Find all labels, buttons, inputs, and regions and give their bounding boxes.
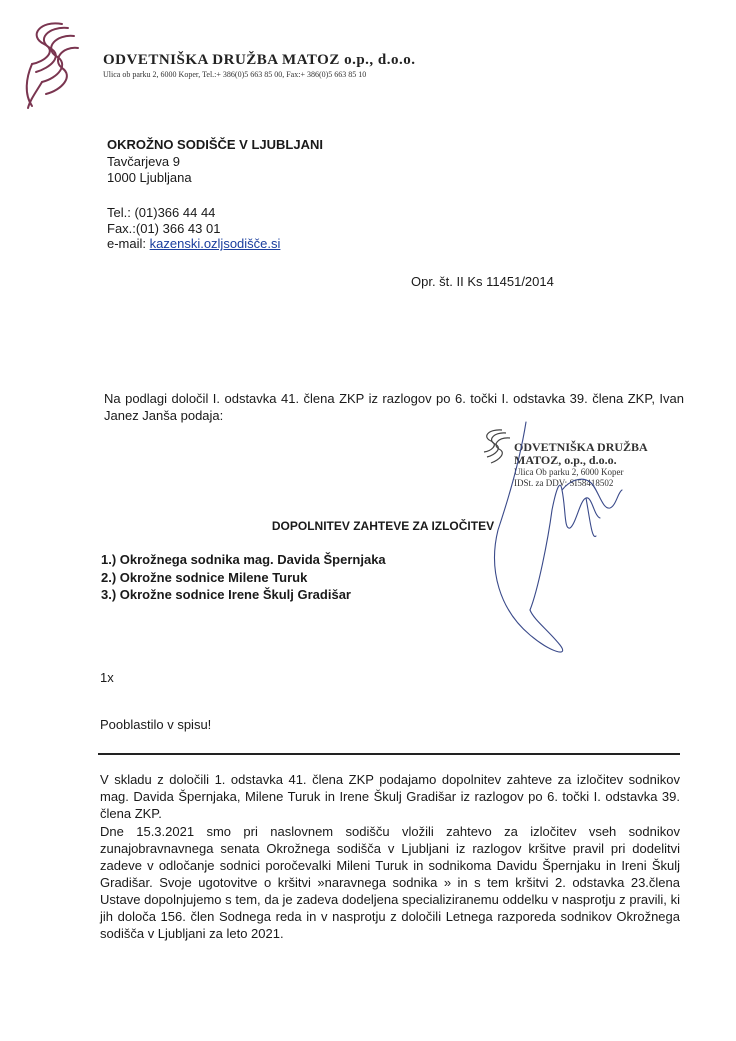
- recipient-name: OKROŽNO SODIŠČE V LJUBLJANI: [107, 137, 323, 152]
- firm-address: Ulica ob parku 2, 6000 Koper, Tel.:+ 386(0)5 663 85 00, Fax:+ 386(0)5 663 85 10: [103, 70, 367, 79]
- ssg-monogram-logo: [22, 18, 84, 110]
- stamp-line-3: Ulica Ob parku 2, 6000 Koper: [514, 467, 624, 477]
- divider-line: [98, 753, 680, 755]
- judge-item: 1.) Okrožnega sodnika mag. Davida Špernjaka: [101, 552, 386, 567]
- stamp-line-4: IDSt. za DDV: SI58418502: [514, 478, 614, 488]
- body-paragraph-1: V skladu z določili 1. odstavka 41. člena ZKP podajamo dopolnitev zahteve za izločitev sodnikov mag. Davida Špernjaka, Milene Turuk in Irene Škulj Gradišar iz razlogov po 6. točki I. odstavka 39. člena ZKP.: [100, 772, 680, 821]
- intro-paragraph: Na podlagi določil I. odstavka 41. člena ZKP iz razlogov po 6. točki I. odstavka 39. člena ZKP, Ivan Janez Janša podaja:: [104, 391, 684, 423]
- power-of-attorney-note: Pooblastilo v spisu!: [100, 717, 212, 732]
- body-paragraph-2: Dne 15.3.2021 smo pri naslovnem sodišču vložili zahtevo za izločitev vseh sodnikov zunajobravnavnega senata Okrožnega sodišča v Ljubljani iz razlogov kršitve pravil pri dodelitvi zadeve v odločanje sodnici poročevalki Mileni Turuk in sodnikoma Davidu Špernjaku in Ireni Škulj Gradišar. Svoje ugotovitve o kršitvi »naravnega sodnika » in s tem kršitvi 2. odstavka 23.člena Ustave dopolnjujemo s tem, da je zadeva dodeljena specializiranemu oddelku v nasprotju z pravili, ki jih določa 156. člen Sodnega reda in v nasprotju z določili Letnega razporeda sodnikov Okrožnega sodišča v Ljubljani za leto 2021.: [100, 824, 680, 941]
- document-title: DOPOLNITEV ZAHTEVE ZA IZLOČITEV: [271, 519, 495, 533]
- recipient-city: 1000 Ljubljana: [107, 170, 192, 185]
- recipient-block: [107, 137, 323, 187]
- copies-count: 1x: [100, 670, 114, 685]
- case-reference: Opr. št. II Ks 11451/2014: [411, 274, 554, 289]
- email-label: e-mail:: [107, 236, 150, 251]
- contact-block: [107, 205, 280, 252]
- recipient-email-line: [107, 236, 280, 252]
- judge-item: 2.) Okrožne sodnice Milene Turuk: [101, 569, 308, 585]
- firm-name: ODVETNIŠKA DRUŽBA MATOZ o.p., d.o.o.: [103, 52, 416, 68]
- judges-list: [101, 551, 386, 604]
- handwritten-signature: [490, 420, 640, 660]
- stamp-line-1: ODVETNIŠKA DRUŽBA: [514, 440, 648, 454]
- stamp-line-2: MATOZ, o.p., d.o.o.: [514, 453, 617, 467]
- email-link[interactable]: kazenski.ozljsodišče.si: [149, 236, 281, 251]
- recipient-tel: Tel.: (01)366 44 44: [107, 205, 216, 220]
- recipient-fax: Fax.:(01) 366 43 01: [107, 220, 221, 236]
- judge-item: 3.) Okrožne sodnice Irene Škulj Gradišar: [101, 587, 351, 602]
- recipient-street: Tavčarjeva 9: [107, 153, 180, 169]
